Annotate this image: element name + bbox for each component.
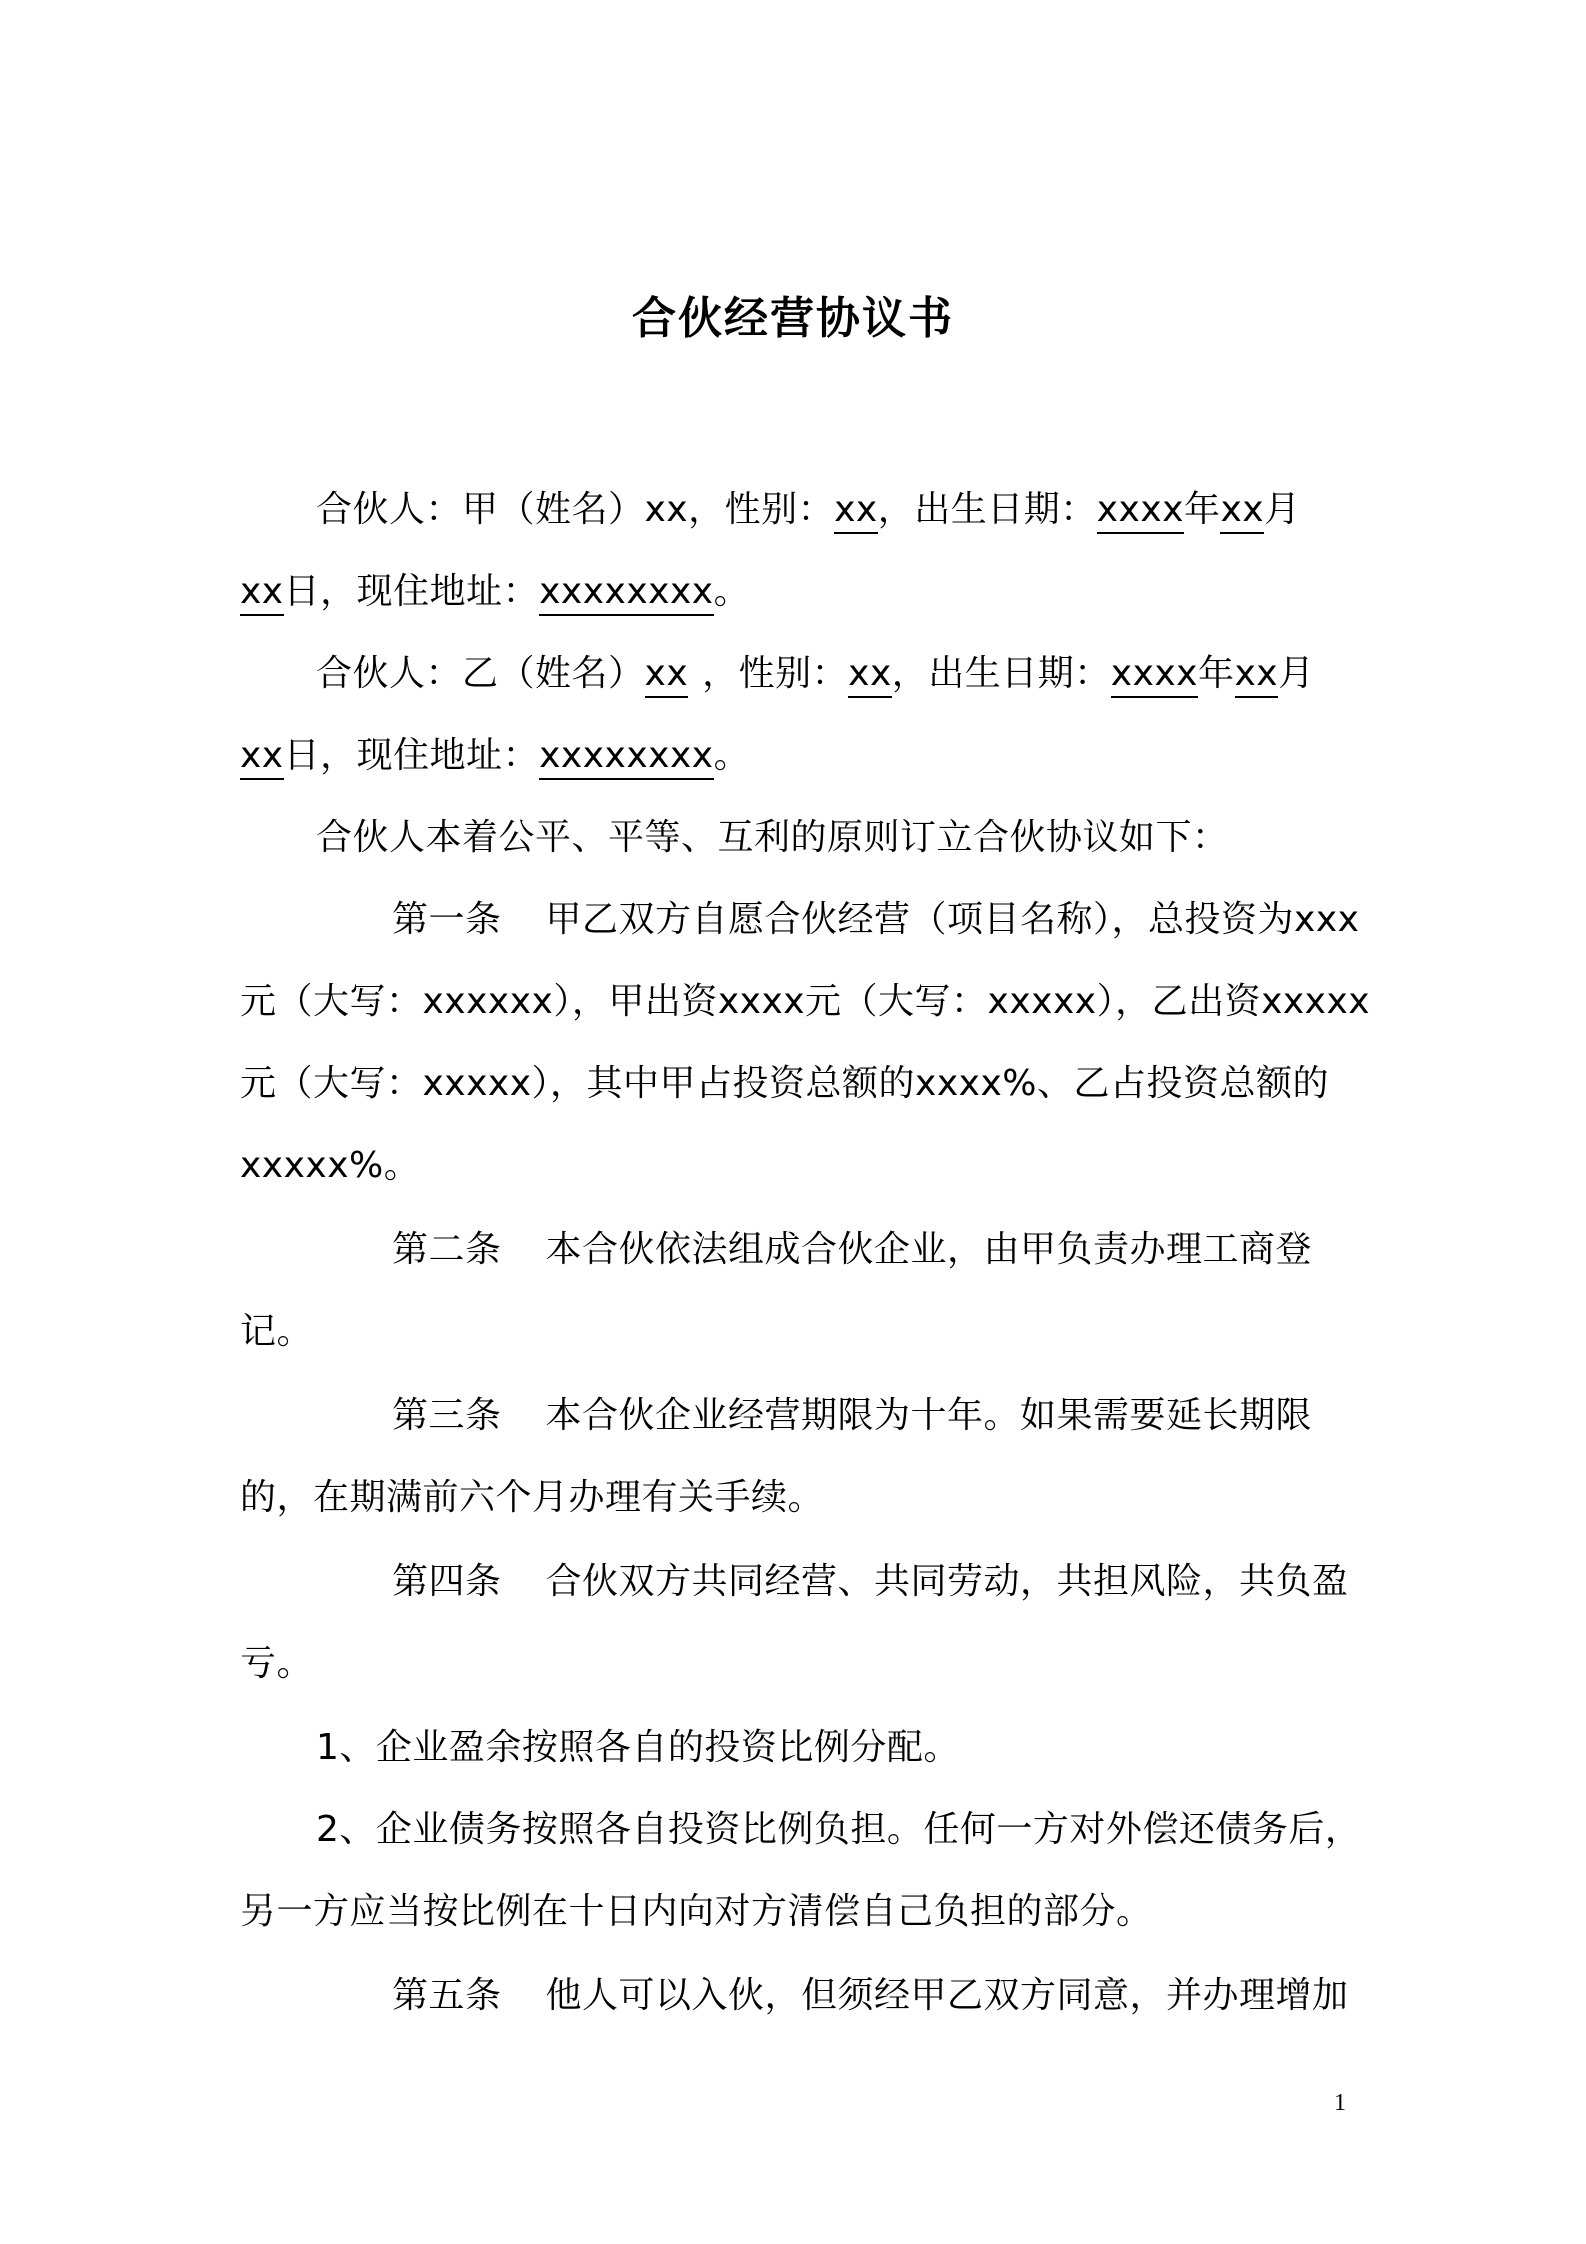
article-4-item-2-line-1: 2、企业债务按照各自投资比例负担。任何一方对外偿还债务后， bbox=[316, 1809, 1362, 1850]
article-4-item-1: 1、企业盈余按照各自的投资比例分配。 bbox=[316, 1727, 960, 1768]
article-2-line-1: 第二条 本合伙依法组成合伙企业，由甲负责办理工商登 bbox=[392, 1229, 1313, 1270]
partner-a-gender: xx bbox=[834, 489, 878, 534]
article-4-line-1: 第四条 合伙双方共同经营、共同劳动，共担风险，共负盈 bbox=[392, 1561, 1349, 1602]
article-3-line-2: 的，在期满前六个月办理有关手续。 bbox=[240, 1477, 825, 1518]
partner-b-line-2: xx日，现住地址：xxxxxxxx。 bbox=[240, 732, 750, 780]
partner-b-line-1: 合伙人：乙（姓名）xx ，性别：xx，出生日期：xxxx年xx月 bbox=[316, 650, 1315, 698]
article-4-line-2: 亏。 bbox=[240, 1643, 314, 1684]
partner-b-birth-year: xxxx bbox=[1111, 653, 1198, 698]
article-4-label: 第四条 bbox=[392, 1561, 502, 1602]
article-2-line-2: 记。 bbox=[240, 1311, 314, 1352]
partner-a-birth-month: xx bbox=[1220, 489, 1264, 534]
article-1-line-3: 元（大写：xxxxx），其中甲占投资总额的xxxx%、乙占投资总额的 bbox=[240, 1063, 1329, 1104]
partner-a-line-2: xx日，现住地址：xxxxxxxx。 bbox=[240, 568, 750, 616]
partner-b-address: xxxxxxxx bbox=[539, 735, 713, 780]
partner-a-birth-year: xxxx bbox=[1097, 489, 1184, 534]
partner-b-birth-day: xx bbox=[240, 735, 284, 780]
article-3-line-1: 第三条 本合伙企业经营期限为十年。如果需要延长期限 bbox=[392, 1395, 1313, 1436]
article-4-item-2-line-2: 另一方应当按比例在十日内向对方清偿自己负担的部分。 bbox=[240, 1891, 1153, 1932]
article-1-line-2: 元（大写：xxxxxx），甲出资xxxx元（大写：xxxxx），乙出资xxxxx bbox=[240, 981, 1371, 1022]
partner-a-line-1: 合伙人：甲（姓名）xx，性别：xx，出生日期：xxxx年xx月 bbox=[316, 486, 1301, 534]
document-title: 合伙经营协议书 bbox=[632, 293, 954, 344]
article-3-label: 第三条 bbox=[392, 1395, 502, 1436]
article-5-label: 第五条 bbox=[392, 1975, 502, 2016]
article-5-line-1: 第五条 他人可以入伙，但须经甲乙双方同意，并办理增加 bbox=[392, 1975, 1349, 2016]
partner-b-gender: xx bbox=[848, 653, 892, 698]
page-number: 1 bbox=[1334, 2090, 1346, 2116]
partner-a-address: xxxxxxxx bbox=[539, 571, 713, 616]
partner-a-birth-day: xx bbox=[240, 571, 284, 616]
article-2-label: 第二条 bbox=[392, 1229, 502, 1270]
intro-paragraph: 合伙人本着公平、平等、互利的原则订立合伙协议如下： bbox=[316, 817, 1229, 858]
partner-b-name: xx bbox=[645, 653, 689, 698]
partner-b-birth-month: xx bbox=[1235, 653, 1279, 698]
article-1-label: 第一条 bbox=[392, 899, 502, 940]
article-1-line-1: 第一条 甲乙双方自愿合伙经营（项目名称），总投资为xxx bbox=[392, 899, 1360, 940]
article-1-line-4: xxxxx%。 bbox=[240, 1145, 421, 1186]
